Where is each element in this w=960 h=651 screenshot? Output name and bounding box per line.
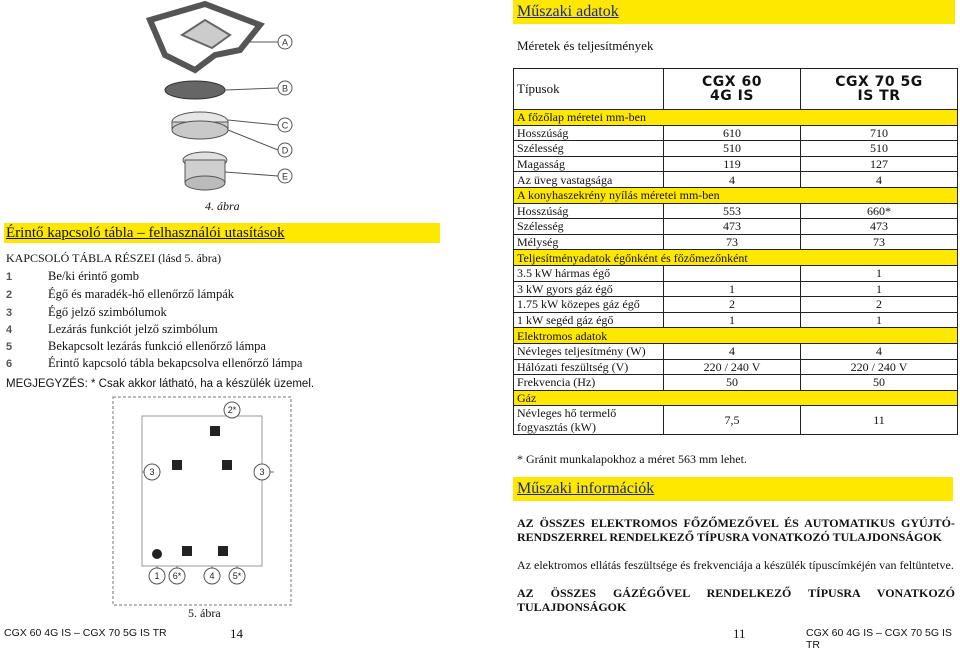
figure4-label-c: C [281,120,289,131]
model-1-line2: 4G IS [710,88,754,104]
table-cell-model-1: 7,5 [664,406,801,435]
table-section-row [514,390,958,406]
table-cell-model-1: 553 [664,203,801,219]
table-cell-label: Szélesség [514,219,664,235]
page-number-right: 11 [733,626,746,641]
list-item-text: Bekapcsolt lezárás funkció ellenőrző lámpa [48,339,266,353]
table-section-label: A főzőlap méretei mm-ben [514,110,958,126]
figure5-label: 1 [154,571,160,581]
table-header-label: Típusok [514,69,664,110]
note-text: MEGJEGYZÉS: * Csak akkor látható, ha a készülék üzemel. [6,378,315,390]
table-cell-label: Az üveg vastagsága [514,172,664,188]
table-cell-model-1: 4 [664,172,801,188]
figure4-label-e: E [281,171,289,182]
table-cell-label: 1.75 kW közepes gáz égő [514,297,664,313]
table-cell-model-1: 2 [664,297,801,313]
table-cell-label: Névleges hő termelő fogyasztás (kW) [514,406,664,435]
table-cell-model-2: 50 [801,375,958,391]
table-row [514,172,958,188]
table-cell-model-2: 1 [801,312,958,328]
table-row [514,297,958,313]
table-cell-model-1: 610 [664,125,801,141]
table-cell-label: Szélesség [514,141,664,157]
spec-table-body [514,110,958,435]
item-number-icon: 2 [6,289,13,301]
list-item-text: Be/ki érintő gomb [48,269,139,283]
table-cell-model-2: 2 [801,297,958,313]
table-row [514,234,958,250]
touch-panel-title-text: Érintő kapcsoló tábla – felhasználói utasítások [6,225,285,241]
section-title-tech-info [513,477,953,501]
table-section-row [514,110,958,126]
table-cell-model-1: 220 / 240 V [664,359,801,375]
figure5-label: 5* [232,571,242,581]
granite-footnote: * Gránit munkalapokhoz a méret 563 mm lehet. [517,452,747,466]
table-cell-model-2: 4 [801,172,958,188]
panel-parts-subtitle: KAPCSOLÓ TÁBLA RÉSZEI (lásd 5. ábra) [6,251,222,265]
table-section-label: Elektromos adatok [514,328,958,344]
spec-table [513,68,958,435]
tech-info-paragraph-gas: AZ ÖSSZES GÁZÉGŐVEL RENDELKEZŐ TÍPUSRA VONATKOZÓ TULAJDONSÁGOK [517,586,955,614]
model-2-logo [801,69,958,110]
table-cell-model-1: 1 [664,312,801,328]
model-1-line1: CGX 60 [702,74,762,90]
model-2-line1: CGX 70 5G [835,74,923,90]
burner-crown [172,112,228,139]
model-1-logo [664,69,801,110]
figure5-control-panel-illustration [112,396,292,606]
table-section-row [514,328,958,344]
table-row [514,141,958,157]
table-row [514,125,958,141]
table-cell-model-2: 11 [801,406,958,435]
table-cell-label: Hálózati feszültség (V) [514,359,664,375]
item-number-icon: 4 [6,324,13,336]
table-row [514,343,958,359]
burner-cap [165,81,225,99]
figure4-burner-illustration [120,0,320,200]
item-number-icon: 1 [6,271,13,283]
table-cell-label: Frekvencia (Hz) [514,375,664,391]
table-row [514,265,958,281]
table-cell-model-2: 660* [801,203,958,219]
table-cell-model-2: 4 [801,343,958,359]
figure5-caption: 5. ábra [188,606,221,620]
table-row [514,156,958,172]
table-cell-model-2: 73 [801,234,958,250]
table-cell-model-2: 1 [801,265,958,281]
figure5-label: 2* [227,405,237,415]
table-cell-model-1: 73 [664,234,801,250]
table-cell-label: Hosszúság [514,125,664,141]
burner-base [183,152,227,190]
tech-info-paragraph-electric: AZ ÖSSZES ELEKTROMOS FŐZŐMEZŐVEL ÉS AUTOMATIKUS GYÚJTÓ-RENDSZERREL RENDELKEZŐ TÍPUSRA VONATKOZÓ TULAJDONSÁGOK [517,516,955,544]
section-title-text: Műszaki adatok [517,3,619,20]
spec-table-header [514,69,958,110]
burner-symbol-icon [218,546,228,556]
table-cell-model-1: 119 [664,156,801,172]
table-cell-model-2: 1 [801,281,958,297]
table-cell-model-1: 50 [664,375,801,391]
table-row [514,359,958,375]
table-cell-label: 1 kW segéd gáz égő [514,312,664,328]
table-row [514,203,958,219]
table-section-row [514,250,958,266]
list-item [6,285,235,303]
table-cell-label: Hosszúság [514,203,664,219]
table-section-label: A konyhaszekrény nyílás méretei mm-ben [514,187,958,203]
dimensions-subtitle: Méretek és teljesítmények [517,38,654,53]
table-row [514,406,958,435]
burner-symbol-icon [182,546,192,556]
list-item [6,320,218,338]
table-section-label: Gáz [514,390,958,406]
figure5-label: 3 [259,467,265,477]
model-2-line2: IS TR [857,88,901,104]
list-item-text: Lezárás funkciót jelző szimbólum [48,322,218,336]
item-number-icon: 3 [6,307,13,319]
table-cell-model-1: 510 [664,141,801,157]
figure5-label: 4 [209,571,215,581]
table-cell-model-2: 127 [801,156,958,172]
touch-panel-section-title [4,223,440,243]
figure4-label-a: A [281,37,289,48]
list-item [6,337,266,355]
table-row [514,375,958,391]
table-cell-label: 3.5 kW hármas égő [514,265,664,281]
table-cell-model-1: 473 [664,219,801,235]
section-title-technical-data [513,0,955,24]
list-item [6,267,139,285]
table-cell-model-1 [664,265,801,281]
list-item [6,354,303,372]
table-cell-model-2: 473 [801,219,958,235]
page-number-left: 14 [230,626,243,641]
table-cell-model-2: 220 / 240 V [801,359,958,375]
figure4-label-b: B [281,83,289,94]
footer-left-model: CGX 60 4G IS – CGX 70 5G IS TR [4,627,167,639]
list-item-text: Égő és maradék-hő ellenőrző lámpák [48,287,235,301]
item-number-icon: 5 [6,341,13,353]
burner-symbol-icon [222,460,232,470]
table-row [514,281,958,297]
burner-symbol-icon [172,460,182,470]
figure5-label: 3 [149,467,155,477]
tech-info-title-text: Műszaki információk [517,480,655,497]
list-item-text: Égő jelző szimbólumok [48,305,167,319]
table-cell-label: 3 kW gyors gáz égő [514,281,664,297]
table-row [514,312,958,328]
tech-info-paragraph-supply: Az elektromos ellátás feszültsége és frekvenciája a készülék típuscímkéjén van feltüntetve. [517,558,954,572]
table-cell-label: Mélység [514,234,664,250]
pan-support-grate [150,4,260,70]
footer-right-model: CGX 60 4G IS – CGX 70 5G IS TR [806,627,952,651]
table-section-row [514,187,958,203]
table-cell-label: Névleges teljesítmény (W) [514,343,664,359]
item-number-icon: 6 [6,358,13,370]
table-row [514,219,958,235]
list-item-text: Érintő kapcsoló tábla bekapcsolva ellenőrző lámpa [48,356,303,370]
power-button-icon [152,549,162,559]
list-item [6,303,167,321]
figure5-label: 6* [172,571,182,581]
table-section-label: Teljesítményadatok égőnként és főzőmezőnként [514,250,958,266]
figure4-label-d: D [281,145,289,156]
table-cell-model-1: 1 [664,281,801,297]
table-cell-model-2: 710 [801,125,958,141]
burner-symbol-icon [210,426,220,436]
table-cell-model-1: 4 [664,343,801,359]
table-cell-label: Magasság [514,156,664,172]
figure4-caption: 4. ábra [205,199,240,213]
table-cell-model-2: 510 [801,141,958,157]
